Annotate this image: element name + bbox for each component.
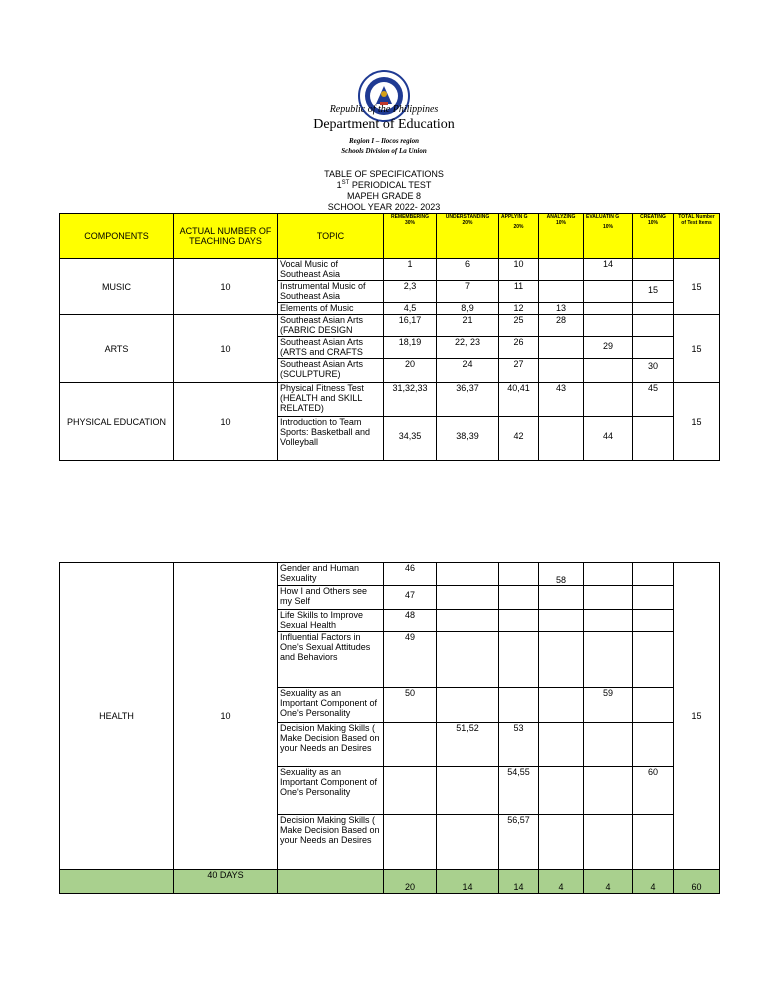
item-cell-cre <box>633 688 674 723</box>
item-cell-rem: 16,17 <box>384 315 437 337</box>
item-cell-und <box>437 815 499 870</box>
item-cell-app <box>499 688 539 723</box>
header-topic: TOPIC <box>278 214 384 259</box>
topic-cell: Elements of Music <box>278 303 384 315</box>
topic-cell: Sexuality as an Important Component of One's Personality <box>278 767 384 815</box>
item-cell-ana <box>539 610 584 632</box>
topic-cell: Southeast Asian Arts (ARTS and CRAFTS <box>278 337 384 359</box>
school-year-text: SCHOOL YEAR 2022- 2023 <box>327 202 441 212</box>
totals-evaluating: 4 <box>584 870 633 894</box>
header-total: TOTAL Number of Test Items <box>674 214 720 259</box>
item-cell-rem: 4,5 <box>384 303 437 315</box>
totals-days: 40 DAYS <box>174 870 278 894</box>
pe-days: 10 <box>174 383 278 461</box>
topic-cell: Southeast Asian Arts (SCULPTURE) <box>278 359 384 383</box>
music-total: 15 <box>674 259 720 315</box>
item-cell-eva <box>584 359 633 383</box>
item-cell-und <box>437 688 499 723</box>
item-cell-und: 7 <box>437 281 499 303</box>
item-cell-app: 10 <box>499 259 539 281</box>
pe-total: 15 <box>674 383 720 461</box>
republic-text: Republic of the Philippines <box>329 104 439 115</box>
item-cell-ana <box>539 723 584 767</box>
music-component: MUSIC <box>60 259 174 315</box>
item-cell-app: 26 <box>499 337 539 359</box>
topic-cell: Physical Fitness Test (HEALTH and SKILL RELATED) <box>278 383 384 417</box>
item-cell-app: 56,57 <box>499 815 539 870</box>
item-cell-eva <box>584 610 633 632</box>
table-row <box>60 563 720 586</box>
item-cell-und <box>437 563 499 586</box>
item-cell-ana <box>539 586 584 610</box>
topic-cell: How I and Others see my Self <box>278 586 384 610</box>
item-cell-rem: 20 <box>384 359 437 383</box>
item-cell-und <box>437 610 499 632</box>
item-cell-rem: 50 <box>384 688 437 723</box>
item-cell-app: 25 <box>499 315 539 337</box>
item-cell-und <box>437 767 499 815</box>
item-cell-cre: 60 <box>633 767 674 815</box>
item-cell-app: 53 <box>499 723 539 767</box>
topic-cell: Introduction to Team Sports: Basketball and Volleyball <box>278 417 384 461</box>
item-cell-und: 6 <box>437 259 499 281</box>
totals-understanding: 14 <box>437 870 499 894</box>
totals-topic-blank <box>278 870 384 894</box>
pe-component: PHYSICAL EDUCATION <box>60 383 174 461</box>
music-days: 10 <box>174 259 278 315</box>
item-cell-eva: 59 <box>584 688 633 723</box>
header-remembering: REMEMBERING 30% <box>384 214 437 259</box>
item-cell-app <box>499 610 539 632</box>
item-cell-und: 8,9 <box>437 303 499 315</box>
header-applying: APPLYIN G 20% <box>499 214 539 259</box>
item-cell-rem: 48 <box>384 610 437 632</box>
topic-cell: Sexuality as an Important Component of One's Personality <box>278 688 384 723</box>
item-cell-eva <box>584 303 633 315</box>
totals-blank <box>60 870 174 894</box>
topic-cell: Vocal Music of Southeast Asia <box>278 259 384 281</box>
topic-cell: Decision Making Skills ( Make Decision Based on your Needs an Desires <box>278 815 384 870</box>
item-cell-ana <box>539 281 584 303</box>
item-cell-ana: 43 <box>539 383 584 417</box>
item-cell-app: 40,41 <box>499 383 539 417</box>
item-cell-ana <box>539 815 584 870</box>
item-cell-eva <box>584 767 633 815</box>
item-cell-eva <box>584 586 633 610</box>
table-row <box>60 315 720 337</box>
item-cell-eva <box>584 632 633 688</box>
item-cell-rem: 46 <box>384 563 437 586</box>
division-text: Schools Division of La Union <box>341 147 427 155</box>
item-cell-cre: 15 <box>633 281 674 303</box>
item-cell-cre: 45 <box>633 383 674 417</box>
item-cell-ana <box>539 767 584 815</box>
header-components: COMPONENTS <box>60 214 174 259</box>
item-cell-rem: 31,32,33 <box>384 383 437 417</box>
item-cell-eva <box>584 815 633 870</box>
topic-cell: Gender and Human Sexuality <box>278 563 384 586</box>
item-cell-ana <box>539 259 584 281</box>
item-cell-eva: 29 <box>584 337 633 359</box>
item-cell-eva <box>584 723 633 767</box>
item-cell-rem: 18,19 <box>384 337 437 359</box>
item-cell-cre <box>633 417 674 461</box>
totals-total: 60 <box>674 870 720 894</box>
item-cell-rem: 34,35 <box>384 417 437 461</box>
table-header-row <box>60 214 720 259</box>
item-cell-cre <box>633 586 674 610</box>
item-cell-app: 54,55 <box>499 767 539 815</box>
item-cell-cre <box>633 723 674 767</box>
item-cell-ana: 58 <box>539 563 584 586</box>
item-cell-app <box>499 632 539 688</box>
item-cell-ana: 13 <box>539 303 584 315</box>
department-title: Department of Education <box>313 117 455 132</box>
arts-total: 15 <box>674 315 720 383</box>
item-cell-und <box>437 632 499 688</box>
test-name: 1ST PERIODICAL TEST <box>336 180 432 190</box>
topic-cell: Instrumental Music of Southeast Asia <box>278 281 384 303</box>
item-cell-app: 27 <box>499 359 539 383</box>
topic-cell: Decision Making Skills ( Make Decision Based on your Needs an Desires <box>278 723 384 767</box>
health-days: 10 <box>174 563 278 870</box>
topic-cell: Influential Factors in One's Sexual Attitudes and Behaviors <box>278 632 384 688</box>
item-cell-ana <box>539 337 584 359</box>
item-cell-cre <box>633 563 674 586</box>
item-cell-und: 38,39 <box>437 417 499 461</box>
totals-row <box>60 870 720 894</box>
item-cell-cre <box>633 303 674 315</box>
table-row <box>60 259 720 281</box>
item-cell-cre: 30 <box>633 359 674 383</box>
header-understanding: UNDERSTANDING 20% <box>437 214 499 259</box>
totals-remembering: 20 <box>384 870 437 894</box>
item-cell-ana <box>539 688 584 723</box>
document-title: TABLE OF SPECIFICATIONS <box>324 169 444 179</box>
item-cell-eva <box>584 281 633 303</box>
item-cell-rem <box>384 723 437 767</box>
health-table <box>59 562 720 894</box>
item-cell-rem <box>384 815 437 870</box>
item-cell-und: 51,52 <box>437 723 499 767</box>
item-cell-cre <box>633 815 674 870</box>
totals-applying: 14 <box>499 870 539 894</box>
item-cell-app: 11 <box>499 281 539 303</box>
item-cell-eva <box>584 383 633 417</box>
subject-text: MAPEH GRADE 8 <box>346 191 422 201</box>
item-cell-eva: 14 <box>584 259 633 281</box>
totals-analyzing: 4 <box>539 870 584 894</box>
item-cell-cre <box>633 259 674 281</box>
header-analyzing: ANALYZING 10% <box>539 214 584 259</box>
header-evaluating: EVALUATIN G 10% <box>584 214 633 259</box>
header-days: ACTUAL NUMBER OF TEACHING DAYS <box>174 214 278 259</box>
arts-component: ARTS <box>60 315 174 383</box>
item-cell-app <box>499 586 539 610</box>
arts-days: 10 <box>174 315 278 383</box>
item-cell-ana <box>539 632 584 688</box>
item-cell-ana <box>539 417 584 461</box>
item-cell-cre <box>633 632 674 688</box>
item-cell-ana <box>539 359 584 383</box>
item-cell-und: 21 <box>437 315 499 337</box>
item-cell-ana: 28 <box>539 315 584 337</box>
item-cell-app: 42 <box>499 417 539 461</box>
specification-table <box>59 213 720 461</box>
item-cell-rem <box>384 767 437 815</box>
topic-cell: Life Skills to Improve Sexual Health <box>278 610 384 632</box>
header-creating: CREATING 10% <box>633 214 674 259</box>
totals-creating: 4 <box>633 870 674 894</box>
item-cell-cre <box>633 337 674 359</box>
item-cell-eva: 44 <box>584 417 633 461</box>
item-cell-und: 24 <box>437 359 499 383</box>
item-cell-und: 36,37 <box>437 383 499 417</box>
item-cell-eva <box>584 563 633 586</box>
topic-cell: Southeast Asian Arts (FABRIC DESIGN <box>278 315 384 337</box>
item-cell-cre <box>633 315 674 337</box>
health-component: HEALTH <box>60 563 174 870</box>
item-cell-rem: 2,3 <box>384 281 437 303</box>
item-cell-cre <box>633 610 674 632</box>
item-cell-rem: 1 <box>384 259 437 281</box>
item-cell-und <box>437 586 499 610</box>
item-cell-rem: 47 <box>384 586 437 610</box>
item-cell-app <box>499 563 539 586</box>
region-text: Region I – Ilocos region <box>348 137 419 145</box>
health-total: 15 <box>674 563 720 870</box>
item-cell-eva <box>584 315 633 337</box>
item-cell-rem: 49 <box>384 632 437 688</box>
item-cell-und: 22, 23 <box>437 337 499 359</box>
item-cell-app: 12 <box>499 303 539 315</box>
table-row <box>60 383 720 417</box>
